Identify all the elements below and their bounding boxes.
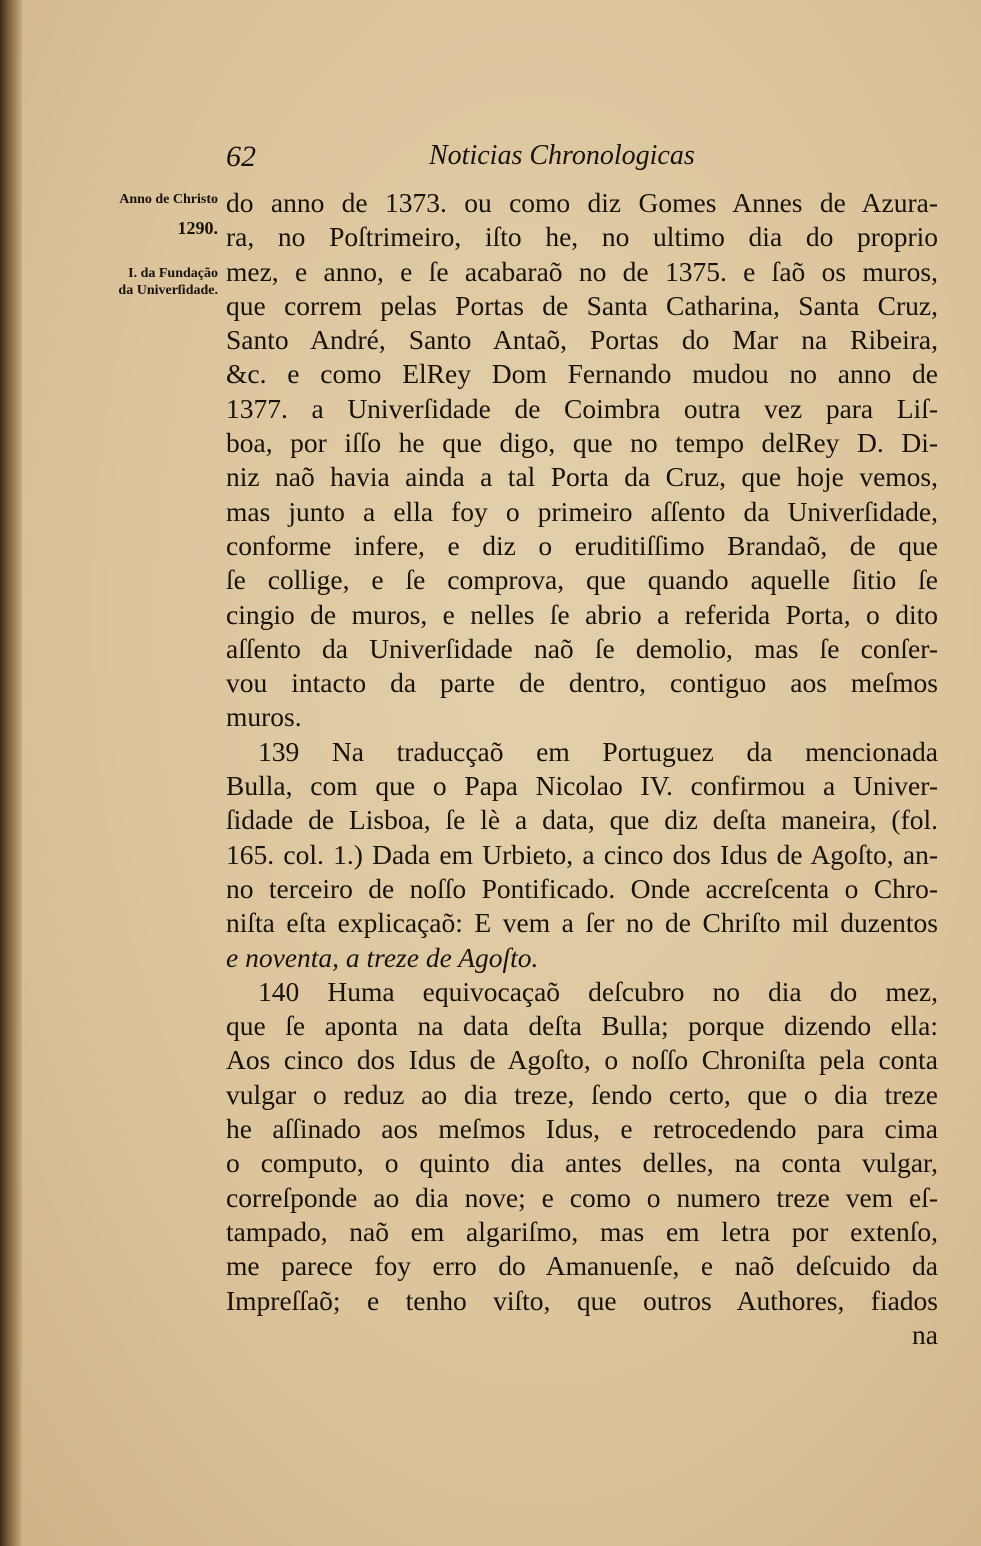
page-binding-edge <box>0 0 22 1546</box>
text-line: Santo André, Santo Antaõ, Portas do Mar na Ribeira, <box>226 324 938 356</box>
text-line: correſponde ao dia nove; e como o numero treze vem eſ- <box>226 1181 938 1213</box>
text-line: ſidade de Lisboa, ſe lè a data, que diz deſta maneira, (fol. <box>226 804 938 836</box>
text-line: vou intacto da parte de dentro, contiguo aos meſmos <box>226 667 938 699</box>
text-line: e noventa, a treze de Agoſto. <box>226 941 539 973</box>
text-line: &c. e como ElRey Dom Fernando mudou no anno de <box>226 358 938 390</box>
text-line: tampado, naõ em algariſmo, mas em letra por extenſo, <box>226 1215 938 1247</box>
text-line: no terceiro de noſſo Pontificado. Onde accreſcenta o Chro- <box>226 872 938 904</box>
running-title: Noticias Chronologicas <box>429 140 695 171</box>
text-line: conforme infere, e diz o eruditiſſimo Brandaõ, de que <box>226 529 938 561</box>
text-line: Aos cinco dos Idus de Agoſto, o noſſo Chroniſta pela conta <box>226 1044 938 1076</box>
text-line: Bulla, com que o Papa Nicolao IV. confirmou a Univer- <box>226 770 938 802</box>
text-line: Impreſſaõ; e tenho viſto, que outros Authores, fiados <box>226 1284 938 1316</box>
text-line: niz naõ havia ainda a tal Porta da Cruz, que hoje vemos, <box>226 461 938 493</box>
text-line: do anno de 1373. ou como diz Gomes Annes de Azura- <box>226 187 938 218</box>
margin-note-year: 1290. <box>177 218 218 238</box>
paragraph-139-start: 139 Na traducçaõ em Portuguez da mencionada <box>258 735 938 767</box>
text-line: 1377. a Univerſidade de Coimbra outra vez para Liſ- <box>226 392 938 424</box>
text-line: ſe collige, e ſe comprova, que quando aquelle ſitio ſe <box>226 564 938 596</box>
text-line: que correm pelas Portas de Santa Catharina, Santa Cruz, <box>226 289 938 321</box>
page-header <box>226 140 746 180</box>
text-line: mas junto a ella foy o primeiro aſſento da Univerſidade, <box>226 495 938 527</box>
text-line: vulgar o reduz ao dia treze, ſendo certo, que o dia treze <box>226 1078 938 1110</box>
text-line: muros. <box>226 701 302 733</box>
text-line: boa, por iſſo he que digo, que no tempo delRey D. Di- <box>226 427 938 459</box>
text-line: ra, no Poſtrimeiro, iſto he, no ultimo dia do proprio <box>226 221 938 253</box>
text-line: mez, e anno, e ſe acabaraõ no de 1375. e ſaõ os muros, <box>226 255 938 287</box>
catchword: na <box>912 1318 938 1350</box>
text-line: he aſſinado aos meſmos Idus, e retrocedendo para cima <box>226 1113 938 1145</box>
text-line: que ſe aponta na data deſta Bulla; porque dizendo ella: <box>226 1010 938 1042</box>
text-line: me parece foy erro do Amanuenſe, e naõ deſcuido da <box>226 1250 938 1282</box>
paragraph-140-start: 140 Huma equivocaçaõ deſcubro no dia do mez, <box>258 975 938 1007</box>
margin-note-anno: Anno de Christo <box>119 192 218 207</box>
text-line: 165. col. 1.) Dada em Urbieto, a cinco dos Idus de Agoſto, an- <box>226 838 938 870</box>
margin-note-universidade: da Univerſidade. <box>118 283 218 298</box>
text-line: o computo, o quinto dia antes delles, na conta vulgar, <box>226 1147 938 1179</box>
text-line: cingio de muros, e nelles ſe abrio a referida Porta, o dito <box>226 598 938 630</box>
body-text <box>226 186 938 1352</box>
margin-note-fundacao: I. da Fundação <box>128 266 218 281</box>
page-number: 62 <box>226 140 256 173</box>
text-line: aſſento da Univerſidade naõ ſe demolio, mas ſe conſer- <box>226 632 938 664</box>
text-line: niſta eſta explicaçaõ: E vem a ſer no de Chriſto mil duzentos <box>226 907 938 939</box>
